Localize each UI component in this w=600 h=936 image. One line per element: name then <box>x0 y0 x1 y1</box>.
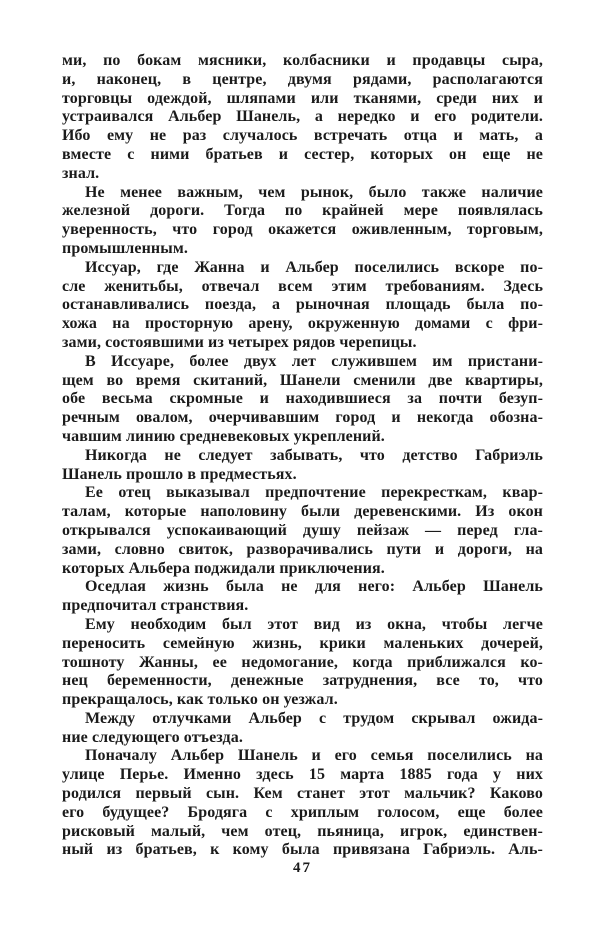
text-line: устраивался Альбер Шанель, а нередко и его родители. <box>62 108 543 126</box>
text-line: и, наконец, в центре, двумя рядами, располагаются <box>62 70 543 88</box>
text-line: предпочитал странствия. <box>62 597 249 615</box>
paragraph <box>62 52 543 184</box>
text-line: сле женитьбы, отвечал всем этим требованиям. Здесь <box>62 277 543 295</box>
text-line: Ибо ему не раз случалось встречать отца и мать, а <box>62 127 543 145</box>
paragraph <box>62 616 543 710</box>
text-line: Не менее важным, чем рынок, было также наличие <box>85 183 543 201</box>
text-line: открывался успокаивающий душу пейзаж — перед гла- <box>62 521 543 539</box>
text-line: Ее отец выказывал предпочтение перекресткам, квар- <box>85 484 543 502</box>
text-line: Иссуар, где Жанна и Альбер поселились вскоре по- <box>85 258 543 276</box>
text-line: Никогда не следует забывать, что детство Габриэль <box>85 446 543 464</box>
text-line: ный из братьев, к кому была привязана Габриэль. Аль- <box>62 841 543 859</box>
text-line: тошноту Жанны, ее недомогание, когда приближался ко- <box>62 653 543 671</box>
text-line: зами, состоявшими из четырех рядов черепицы. <box>62 333 417 351</box>
paragraph <box>62 747 543 860</box>
text-line: промышленным. <box>62 239 188 257</box>
text-line: речным овалом, очерчивавшим город и некогда обозна- <box>62 409 543 427</box>
text-line: его будущее? Бродяга с хриплым голосом, еще более <box>62 803 543 821</box>
text-line: улице Перье. Именно здесь 15 марта 1885 года у них <box>62 766 543 784</box>
text-line: ми, по бокам мясники, колбасники и продавцы сыра, <box>62 52 543 69</box>
paragraph <box>62 578 543 616</box>
text-line: вместе с ними братьев и сестер, которых он еще не <box>62 145 543 163</box>
text-line: ние следующего отъезда. <box>62 728 243 746</box>
text-line: знал. <box>62 164 100 182</box>
text-line: талам, которые наполовину были деревенскими. Из окон <box>62 503 543 521</box>
text-block <box>62 52 543 860</box>
text-line: Поначалу Альбер Шанель и его семья поселились на <box>85 747 543 765</box>
text-line: прекращалось, как только он уезжал. <box>62 691 338 709</box>
text-line: железной дороги. Тогда по крайней мере появлялась <box>62 202 543 220</box>
text-line: торговцы одеждой, шляпами или тканями, среди них и <box>62 89 543 107</box>
paragraph <box>62 353 543 447</box>
text-line: обе весьма скромные и находившиеся за почти безуп- <box>62 390 543 408</box>
paragraph <box>62 710 543 748</box>
text-line: чавшим линию средневековых укреплений. <box>62 427 385 445</box>
text-line: нец беременности, денежные затруднения, все то, что <box>62 672 543 690</box>
paragraph <box>62 259 543 353</box>
paragraph <box>62 184 543 259</box>
text-line: рисковый малый, чем отец, пьяница, игрок, единствен- <box>62 822 543 840</box>
paragraph <box>62 447 543 485</box>
text-line: останавливались поезда, а рыночная площадь была по- <box>62 296 543 314</box>
text-line: уверенность, что город окажется оживленным, торговым, <box>62 221 543 239</box>
paragraph <box>62 484 543 578</box>
text-line: зами, словно свиток, разворачивались пути и дороги, на <box>62 540 543 558</box>
text-line: родился первый сын. Кем станет этот мальчик? Каково <box>62 785 543 803</box>
text-line: щем во время скитаний, Шанели сменили две квартиры, <box>62 371 543 389</box>
text-line: хожа на просторную арену, окруженную домами с фри- <box>62 315 543 333</box>
text-line: Между отлучками Альбер с трудом скрывал ожида- <box>85 709 543 727</box>
text-line: В Иссуаре, более двух лет служившем им пристани- <box>85 352 543 370</box>
text-line: Шанель прошло в предместьях. <box>62 465 297 483</box>
page-number: 47 <box>293 860 312 876</box>
text-line: переносить семейную жизнь, крики маленьких дочерей, <box>62 634 543 652</box>
text-line: Оседлая жизнь была не для него: Альбер Шанель <box>85 578 543 596</box>
text-line: которых Альбера поджидали приключения. <box>62 559 385 577</box>
text-line: Ему необходим был этот вид из окна, чтобы легче <box>85 615 543 633</box>
